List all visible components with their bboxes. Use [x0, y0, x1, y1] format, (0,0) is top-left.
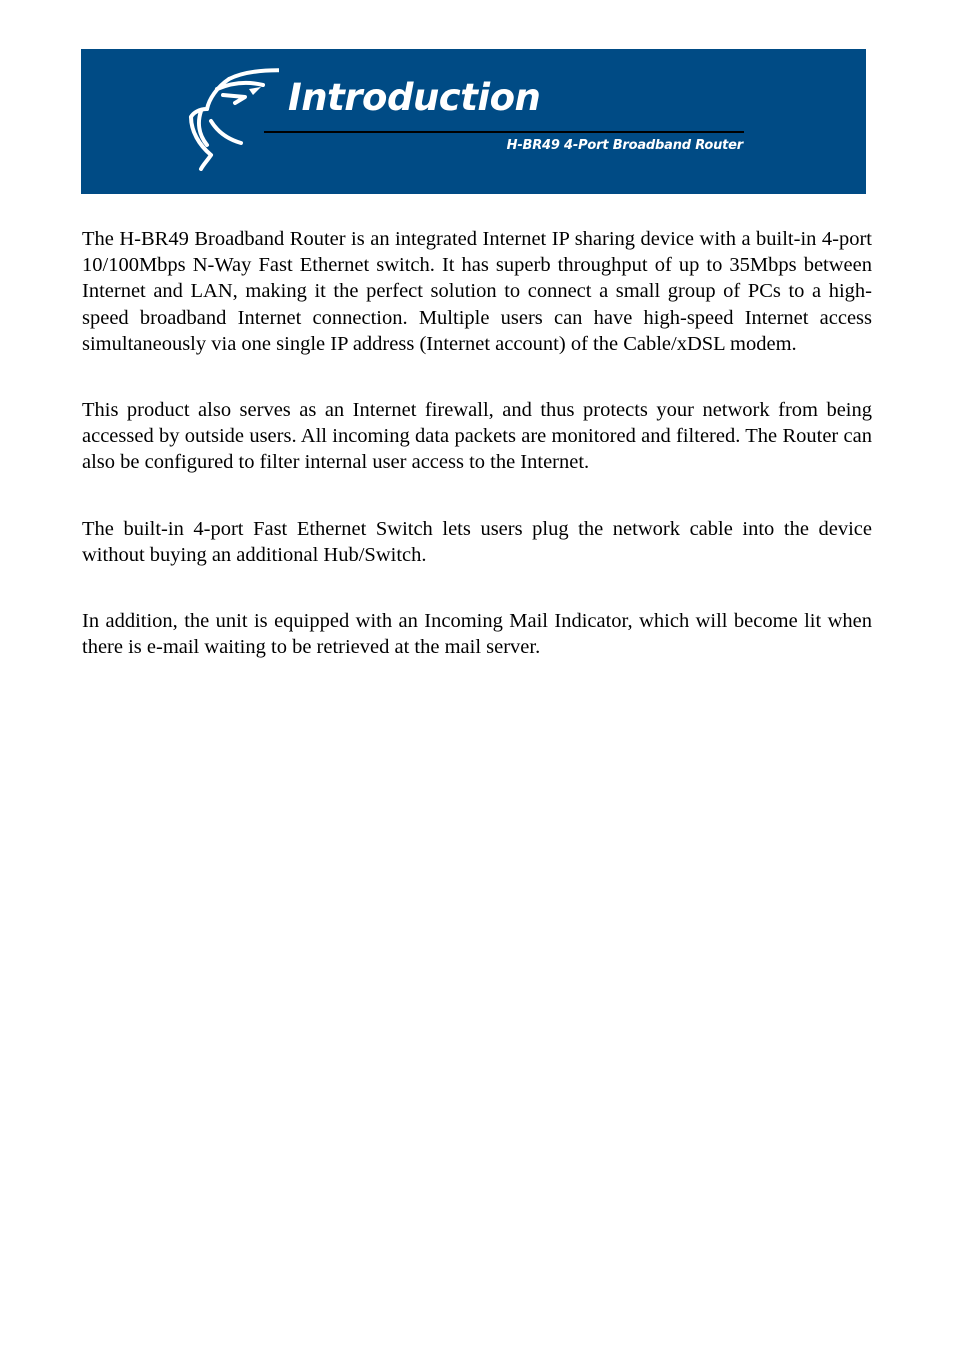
- intro-body: [82, 226, 872, 700]
- banner-subtitle: H-BR49 4-Port Broadband Router: [506, 138, 743, 153]
- paragraph-switch: The built-in 4-port Fast Ethernet Switch lets users plug the network cable into the device without buying an additional Hub/Switch.: [82, 517, 872, 566]
- paragraph-overview: The H-BR49 Broadband Router is an integrated Internet IP sharing device with a built-in 4-port 10/100Mbps N-Way Fast Ethernet switch. It has superb throughput of up to 35Mbps between Internet and LAN, making it the perfect solution to connect a small group of PCs to a high-speed broadband Internet connection. Multiple users can have high-speed Internet access simultaneously via one single IP address (Internet account) of the Cable/xDSL modem.: [82, 228, 872, 355]
- paragraph-mail-indicator: In addition, the unit is equipped with an Incoming Mail Indicator, which will become lit when there is e-mail waiting to be retrieved at the mail server.: [82, 610, 872, 659]
- header-banner: [81, 49, 866, 194]
- banner-title: Introduction: [288, 76, 541, 119]
- banner-divider: [264, 131, 744, 133]
- paragraph-firewall: This product also serves as an Internet firewall, and thus protects your network from being accessed by outside users. All incoming data packets are monitored and filtered. The Router can also be configured to filter internal user access to the Internet.: [82, 399, 872, 474]
- eagle-head-icon: [187, 65, 279, 171]
